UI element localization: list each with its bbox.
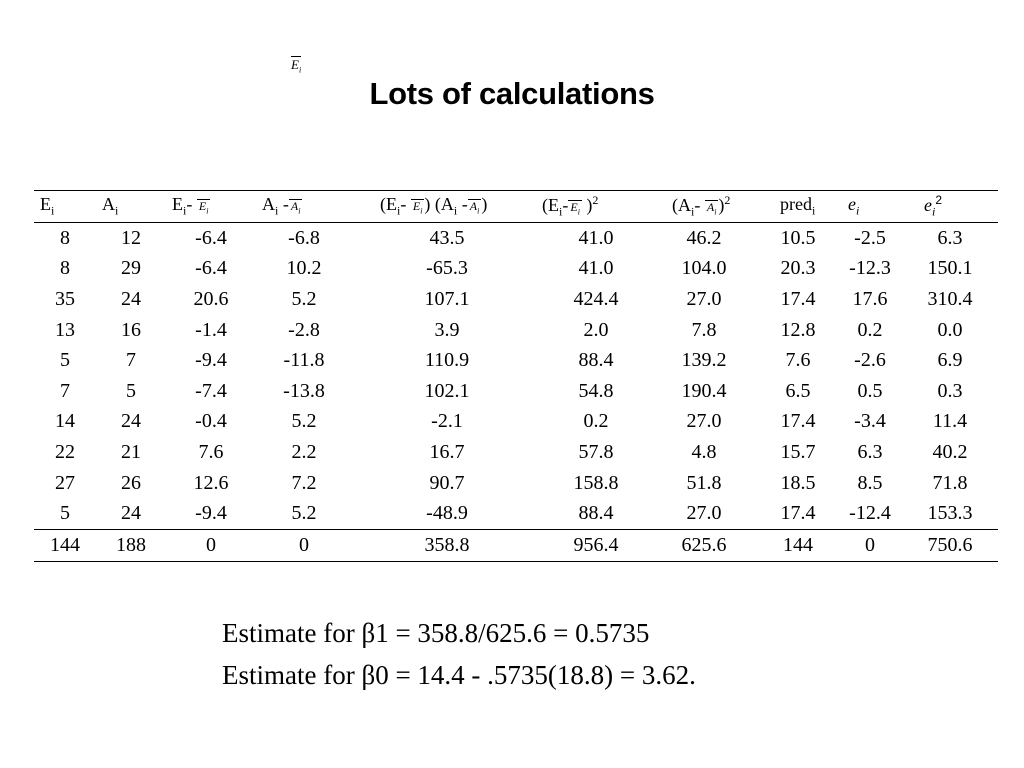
table-cell: 71.8 xyxy=(932,471,968,494)
total-cell: 956.4 xyxy=(573,533,619,556)
table-cell: 12.8 xyxy=(780,318,816,341)
table-cell: 5.2 xyxy=(291,502,317,525)
table-cell: -0.4 xyxy=(195,410,227,433)
table-cell: 12.6 xyxy=(193,471,229,494)
table-cell: 6.3 xyxy=(937,226,963,249)
table-cell: 0.2 xyxy=(857,318,883,341)
table-cell: 18.5 xyxy=(780,471,816,494)
table-cell: -2.1 xyxy=(431,410,463,433)
table-cell: 20.6 xyxy=(193,287,229,310)
table-cell: 5.2 xyxy=(291,287,317,310)
table-cell: 26 xyxy=(121,471,141,494)
table-cell: -48.9 xyxy=(426,502,468,525)
table-cell: 110.9 xyxy=(424,349,470,372)
table-cell: 153.3 xyxy=(927,502,973,525)
table-cell: 40.2 xyxy=(932,440,968,463)
table-cell: 7.2 xyxy=(291,471,317,494)
table-cell: 27.0 xyxy=(686,502,722,525)
table-cell: -12.3 xyxy=(849,257,891,280)
table-row xyxy=(34,468,998,499)
table-row xyxy=(34,345,998,376)
table-cell: 5 xyxy=(126,379,136,402)
table-cell: 7 xyxy=(126,349,136,372)
table-cell: 0.3 xyxy=(937,379,963,402)
total-cell: 625.6 xyxy=(681,533,727,556)
table-cell: 22 xyxy=(55,440,75,463)
table-cell: 20.3 xyxy=(780,257,816,280)
table-cell: 424.4 xyxy=(573,287,619,310)
table-cell: -9.4 xyxy=(195,349,227,372)
estimate-beta0: Estimate for β0 = 14.4 - .5735(18.8) = 3.62. xyxy=(222,660,696,690)
table-cell: 15.7 xyxy=(780,440,816,463)
table-cell: 0.0 xyxy=(937,318,963,341)
table-cell: 0.5 xyxy=(857,379,883,402)
header-e-dev-squared: ($E_i-$ $E_i$ )$^2$ xyxy=(542,193,599,219)
table-cell: 0.2 xyxy=(583,410,609,433)
table-cell: -9.4 xyxy=(195,502,227,525)
table-cell: -3.4 xyxy=(854,410,886,433)
header-a-dev: $A_i - A_i$ xyxy=(262,194,301,218)
table-cell: 6.3 xyxy=(857,440,883,463)
estimate-beta1: Estimate for β1 = 358.8/625.6 = 0.5735 xyxy=(222,618,650,648)
table-cell: -2.6 xyxy=(854,349,886,372)
table-cell: 41.0 xyxy=(578,226,614,249)
total-cell: 0 xyxy=(206,533,216,556)
table-cell: 139.2 xyxy=(681,349,727,372)
table-cell: 7.8 xyxy=(691,318,717,341)
table-cell: 35 xyxy=(55,287,75,310)
table-cell: 8 xyxy=(60,226,70,249)
table-row xyxy=(34,223,998,254)
total-cell: 188 xyxy=(116,533,146,556)
table-cell: 29 xyxy=(121,257,141,280)
calculations-table xyxy=(34,190,998,562)
table-cell: -2.5 xyxy=(854,226,886,249)
table-cell: -6.4 xyxy=(195,257,227,280)
table-cell: -1.4 xyxy=(195,318,227,341)
table-cell: -6.4 xyxy=(195,226,227,249)
table-cell: 7 xyxy=(60,379,70,402)
table-cell: 24 xyxy=(121,502,141,525)
total-cell: 750.6 xyxy=(927,533,973,556)
table-cell: 24 xyxy=(121,287,141,310)
table-cell: 14 xyxy=(55,410,75,433)
table-row xyxy=(34,498,998,529)
header-residual: $e_i$ xyxy=(848,194,860,218)
table-cell: 3.9 xyxy=(434,318,460,341)
table-cell: -6.8 xyxy=(288,226,320,249)
header-e-dev: $E_i-$ $E_i$ xyxy=(172,194,209,218)
table-cell: 190.4 xyxy=(681,379,727,402)
table-cell: 27 xyxy=(55,471,75,494)
table-cell: 102.1 xyxy=(424,379,470,402)
table-row xyxy=(34,284,998,315)
table-cell: 21 xyxy=(121,440,141,463)
table-cell: 12 xyxy=(121,226,141,249)
table-cell: -13.8 xyxy=(283,379,325,402)
total-cell: 144 xyxy=(50,533,80,556)
table-cell: 11.4 xyxy=(932,410,968,433)
table-cell: 88.4 xyxy=(578,349,614,372)
header-cross-product: ($E_i-$ $E_i$ ) ($A_i - A_i$ ) xyxy=(380,194,488,218)
table-cell: 10.2 xyxy=(286,257,322,280)
table-cell: -7.4 xyxy=(195,379,227,402)
table-cell: 17.4 xyxy=(780,502,816,525)
table-cell: 27.0 xyxy=(686,410,722,433)
header-a: $A_i$ xyxy=(102,194,119,218)
table-cell: -2.8 xyxy=(288,318,320,341)
table-cell: 2.2 xyxy=(291,440,317,463)
table-cell: 43.5 xyxy=(429,226,465,249)
table-cell: 17.4 xyxy=(780,410,816,433)
table-cell: 7.6 xyxy=(785,349,811,372)
table-cell: 158.8 xyxy=(573,471,619,494)
table-cell: 27.0 xyxy=(686,287,722,310)
table-cell: 6.9 xyxy=(937,349,963,372)
table-cell: 310.4 xyxy=(927,287,973,310)
table-row xyxy=(34,437,998,468)
table-cell: 5.2 xyxy=(291,410,317,433)
table-cell: 5 xyxy=(60,502,70,525)
total-cell: 144 xyxy=(783,533,813,556)
table-cell: 51.8 xyxy=(686,471,722,494)
table-row xyxy=(34,315,998,346)
table-row xyxy=(34,376,998,407)
table-cell: 57.8 xyxy=(578,440,614,463)
table-cell: 104.0 xyxy=(681,257,727,280)
header-e: $E_i$ xyxy=(40,194,55,218)
table-cell: 17.6 xyxy=(852,287,888,310)
total-cell: 358.8 xyxy=(424,533,470,556)
table-cell: 88.4 xyxy=(578,502,614,525)
page-title: Lots of calculations xyxy=(369,76,655,111)
table-cell: 107.1 xyxy=(424,287,470,310)
table-cell: 10.5 xyxy=(780,226,816,249)
table-cell: 41.0 xyxy=(578,257,614,280)
table-cell: 24 xyxy=(121,410,141,433)
table-cell: 5 xyxy=(60,349,70,372)
header-pred: pred$_i$ xyxy=(780,194,816,218)
table-cell: 16.7 xyxy=(429,440,465,463)
table-cell: 90.7 xyxy=(429,471,465,494)
table-cell: 6.5 xyxy=(785,379,811,402)
header-residual-squared: $e_i^2$ xyxy=(924,193,943,219)
table-cell: 8 xyxy=(60,257,70,280)
total-cell: 0 xyxy=(299,533,309,556)
table-cell: -65.3 xyxy=(426,257,468,280)
table-cell: 13 xyxy=(55,318,75,341)
table-cell: 54.8 xyxy=(578,379,614,402)
table-cell: 4.8 xyxy=(691,440,717,463)
table-cell: -12.4 xyxy=(849,502,891,525)
table-cell: 7.6 xyxy=(198,440,224,463)
table-header xyxy=(34,191,998,223)
table-cell: 16 xyxy=(121,318,141,341)
table-cell: 46.2 xyxy=(686,226,722,249)
mean-e-symbol: $E_i$ xyxy=(291,56,301,78)
total-cell: 0 xyxy=(865,533,875,556)
table-cell: 2.0 xyxy=(583,318,609,341)
table-cell: 17.4 xyxy=(780,287,816,310)
table-row xyxy=(34,254,998,285)
table-cell: 8.5 xyxy=(857,471,883,494)
table-row xyxy=(34,407,998,438)
table-cell: 150.1 xyxy=(927,257,973,280)
totals-row xyxy=(34,529,998,561)
table-cell: -11.8 xyxy=(283,349,325,372)
header-a-dev-squared: ($A_i-$ $A_i$ )$^2$ xyxy=(672,193,731,219)
